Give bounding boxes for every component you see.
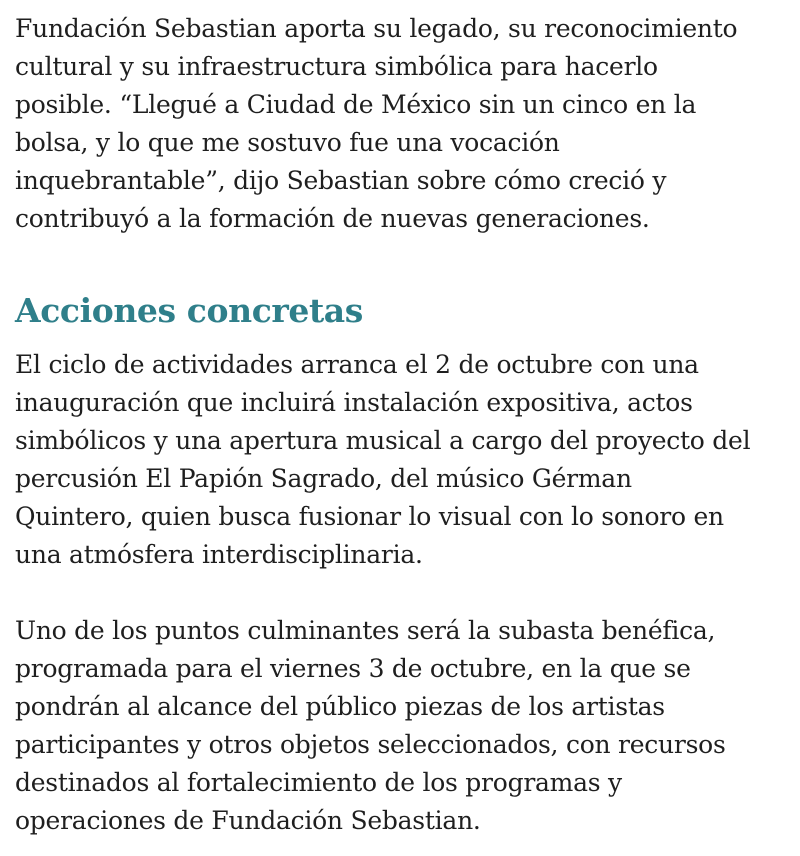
paragraph-line: contribuyó a la formación de nuevas generaciones. xyxy=(15,204,650,233)
paragraph-line: una atmósfera interdisciplinaria. xyxy=(15,540,423,569)
paragraph-line: El ciclo de actividades arranca el 2 de octubre con una xyxy=(15,350,699,379)
paragraph-line: destinados al fortalecimiento de los programas y xyxy=(15,768,622,797)
paragraph-line: Quintero, quien busca fusionar lo visual con lo sonoro en xyxy=(15,502,724,531)
paragraph-line: inquebrantable”, dijo Sebastian sobre cómo creció y xyxy=(15,166,667,195)
section-heading: Acciones concretas xyxy=(15,291,363,330)
paragraph-auction xyxy=(15,612,784,840)
paragraph-line: bolsa, y lo que me sostuvo fue una vocación xyxy=(15,128,560,157)
paragraph-line: Fundación Sebastian aporta su legado, su reconocimiento xyxy=(15,14,738,43)
paragraph-line: cultural y su infraestructura simbólica para hacerlo xyxy=(15,52,658,81)
paragraph-events xyxy=(15,346,784,574)
paragraph-line: posible. “Llegué a Ciudad de México sin un cinco en la xyxy=(15,90,697,119)
paragraph-line: operaciones de Fundación Sebastian. xyxy=(15,806,481,835)
paragraph-line: Uno de los puntos culminantes será la subasta benéfica, xyxy=(15,616,716,645)
paragraph-line: participantes y otros objetos seleccionados, con recursos xyxy=(15,730,726,759)
paragraph-line: inauguración que incluirá instalación expositiva, actos xyxy=(15,388,693,417)
paragraph-line: pondrán al alcance del público piezas de los artistas xyxy=(15,692,665,721)
paragraph-line: simbólicos y una apertura musical a cargo del proyecto del xyxy=(15,426,751,455)
paragraph-line: programada para el viernes 3 de octubre, en la que se xyxy=(15,654,691,683)
paragraph-line: percusión El Papión Sagrado, del músico Gérman xyxy=(15,464,632,493)
intro-paragraph xyxy=(15,0,784,238)
